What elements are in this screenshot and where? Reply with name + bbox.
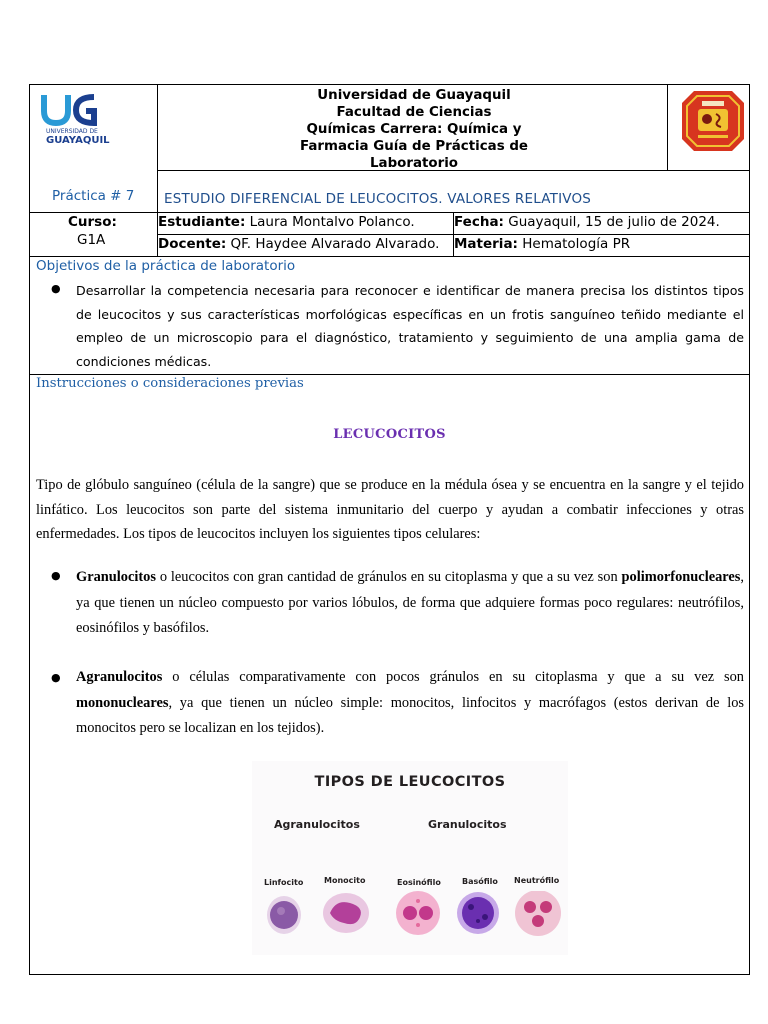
figure-title: TIPOS DE LEUCOCITOS <box>314 774 506 790</box>
group-agranulocytes: Agranulocitos <box>274 818 360 831</box>
neutrophil-cell <box>515 891 561 936</box>
term: Granulocitos <box>76 569 156 585</box>
header-line: Químicas Carrera: Química y <box>306 122 522 137</box>
monocyte-cell <box>323 893 369 933</box>
cell-label: Basófilo <box>462 877 498 886</box>
header-divider <box>667 85 668 170</box>
header-line: Laboratorio <box>370 156 458 171</box>
basophil-cell <box>457 892 499 934</box>
teacher-value: QF. Haydee Alvarado Alvarado. <box>226 236 440 252</box>
subject-value: Hematología PR <box>517 236 631 252</box>
text: o células comparativamente con pocos gránulos en su citoplasma y que a su vez son <box>162 669 744 685</box>
leukocyte-types-figure <box>252 761 568 955</box>
bullet-icon: ● <box>51 569 61 582</box>
practice-guide-sheet <box>29 84 750 975</box>
row-divider <box>30 374 749 375</box>
text: , ya que tienen un núcleo compuesto por varios lóbulos, de forma que adquiere formas poco regulares: neutrófilos, eosinófilos y basófilos. <box>76 569 744 636</box>
term: Agranulocitos <box>76 669 163 685</box>
objectives-heading: Objetivos de la práctica de laboratorio <box>36 258 296 274</box>
header-line: Facultad de Ciencias <box>336 105 492 120</box>
logo-text-top: UNIVERSIDAD DE <box>46 128 98 135</box>
institution-header <box>160 87 668 172</box>
section-title: LECUCOCITOS <box>333 427 446 442</box>
date-value: Guayaquil, 15 de julio de 2024. <box>503 214 720 230</box>
cell-label: Neutrófilo <box>514 876 560 885</box>
subject-field <box>454 236 630 252</box>
teacher-field <box>158 236 439 252</box>
header-line: Farmacia Guía de Prácticas de <box>299 139 528 154</box>
text: o leucocitos con gran cantidad de gránulos en su citoplasma y que a su vez son <box>155 569 622 585</box>
row-divider <box>30 212 749 213</box>
faculty-seal <box>680 89 746 153</box>
student-field <box>158 214 415 230</box>
leukocyte-cells-illustration <box>252 891 568 955</box>
lymphocyte-cell <box>267 896 301 934</box>
objectives-text: Desarrollar la competencia necesaria para reconocer e identificar de manera precisa los distintos tipos de leucocitos y sus características morfológicas específicas en un frotis sanguíneo teñido mediante el empleo de un microscopio para el diagnóstico, tratamiento y seguimiento de una amplia gama de condiciones médicas. <box>76 283 744 369</box>
course-label: Curso: <box>68 214 117 230</box>
row-divider <box>157 170 749 171</box>
cell-label: Monocito <box>324 876 366 885</box>
header-divider <box>157 85 158 212</box>
term-secondary: mononucleares <box>76 694 169 711</box>
cell-label: Eosinófilo <box>397 878 441 887</box>
header-line: Universidad de Guayaquil <box>317 88 511 103</box>
intro-paragraph: Tipo de glóbulo sanguíneo (célula de la sangre) que se produce en la médula ósea y se encuentra en la sangre y el tejido linfático. Los leucocitos son parte del sistema inmunitario del cuerpo y ayudan a combatir infecciones y otras enfermedades. Los tipos de leucocitos incluyen los siguientes tipos celulares: <box>36 477 744 542</box>
date-field <box>454 214 720 230</box>
group-granulocytes: Granulocitos <box>428 818 507 831</box>
logo-text-bottom: GUAYAQUIL <box>46 135 110 146</box>
text: , ya que tienen un núcleo simple: monocitos, linfocitos y macrófagos (estos derivan de los monocitos pero se localizan en los tejidos). <box>76 694 744 736</box>
date-label: Fecha: <box>454 214 504 230</box>
practice-title: ESTUDIO DIFERENCIAL DE LEUCOCITOS. VALORES RELATIVOS <box>164 191 592 207</box>
granulocytes-item <box>76 565 744 642</box>
course-value: G1A <box>77 232 106 248</box>
row-divider <box>30 256 749 257</box>
meta-row-divider <box>157 234 749 235</box>
subject-label: Materia: <box>454 236 518 252</box>
student-value: Laura Montalvo Polanco. <box>245 214 415 230</box>
student-label: Estudiante: <box>158 214 246 230</box>
eosinophil-cell <box>396 891 440 935</box>
bullet-icon: ● <box>51 671 61 684</box>
term-secondary: polimorfonucleares <box>621 569 741 585</box>
instructions-heading: Instrucciones o consideraciones previas <box>36 376 304 391</box>
university-logo <box>40 91 130 147</box>
teacher-label: Docente: <box>158 236 227 252</box>
practice-number: Práctica # 7 <box>52 188 135 204</box>
agranulocytes-item <box>76 665 744 742</box>
cell-label: Linfocito <box>264 878 304 887</box>
bullet-icon: ● <box>51 282 61 295</box>
